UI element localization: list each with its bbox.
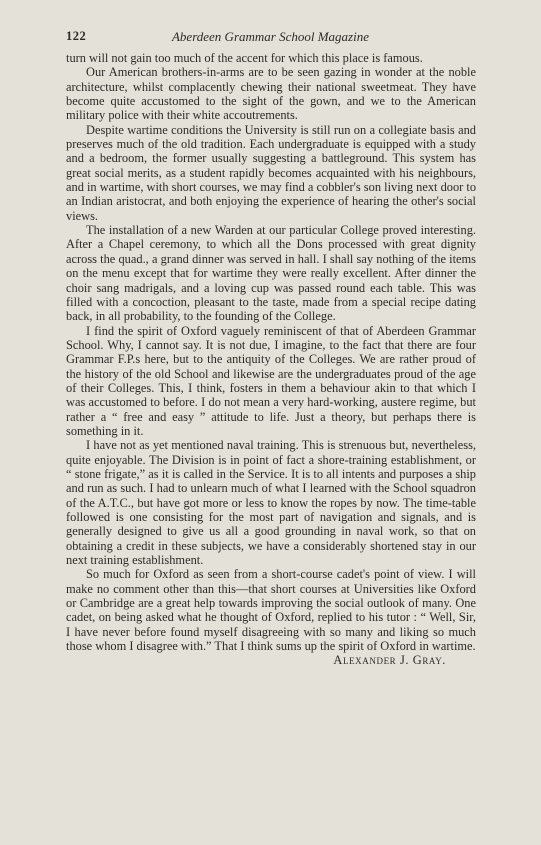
paragraph: The installation of a new Warden at our particular College proved interesting. After a Chapel ceremony, to which all the Dons processed with great dignity across the quad., a grand dinner was served in hall. I shall say nothing of the items on the menu except that for wartime they were really excellent. After dinner the choir sang madrigals, and a loving cup was passed round each table. This was filled with a concoction, pleasant to the taste, made from a special recipe dating back, in all probability, to the founding of the College. bbox=[66, 223, 476, 324]
final-paragraph bbox=[66, 567, 476, 668]
paragraph: I find the spirit of Oxford vaguely reminiscent of that of Aberdeen Grammar School. Why, I cannot say. It is not due, I imagine, to the fact that there are four Grammar F.P.s here, but to the antiquity of the Colleges. We are rather proud of the history of the old School and likewise are the undergraduates proud of the age of their Colleges. This, I think, fosters in them a behaviour akin to that which I was accustomed to before. I do not mean a very hard-working, austere regime, but rather a “ free and easy ” attitude to life. Just a theory, but perhaps there is something in it. bbox=[66, 323, 476, 438]
page-header bbox=[66, 29, 475, 47]
article-body bbox=[66, 51, 476, 668]
paragraph: Despite wartime conditions the University is still run on a collegiate basis and preserves much of the old tradition. Each undergraduate is equipped with a study and a bedroom, the former usually suggesting a battleground. This system has great social merits, as a student rapidly becomes acquainted with his neighbours, and in wartime, with short courses, we may find a cobbler's son living next door to an Indian aristocrat, and both enjoying the experience of hearing the other's social views. bbox=[66, 122, 477, 223]
paragraph: turn will not gain too much of the accent for which this place is famous. bbox=[66, 51, 423, 65]
page-number: 122 bbox=[66, 29, 87, 43]
paragraph-text: So much for Oxford as seen from a short-course cadet's point of view. I will make no comment other than this—that short courses at Universities like Oxford or Cambridge are a great help towards improving the social outlook of many. One cadet, on being asked what he thought of Oxford, replied to his tutor : “ Well, Sir, I have never before found myself disagreeing with so many and liking so much those whom I disagree with.” That I think sums up the spirit of Oxford in wartime. bbox=[66, 567, 476, 654]
paragraph: I have not as yet mentioned naval training. This is strenuous but, nevertheless, quite enjoyable. The Division is in point of fact a shore-training establishment, or “ stone frigate,” as it is called in the Service. It is to all intents and purposes a ship and run as such. I had to unlearn much of what I learned with the School squadron of the A.T.C., but have got more or less to know the ropes by now. The time-table followed is one consisting for the most part of navigation and signals, and is generally designed to give us all a good grounding in naval work, so that on obtaining a credit in these subjects, we have a considerably shortened stay in our next training establishment. bbox=[66, 438, 476, 568]
author-signature: Alexander J. Gray. bbox=[333, 653, 446, 668]
running-title: Aberdeen Grammar School Magazine bbox=[171, 29, 369, 44]
paragraph: Our American brothers-in-arms are to be seen gazing in wonder at the noble architecture, whilst complacently chewing their national sweetmeat. They have become quite accustomed to the sight of the gown, and we to the American military police with their white accoutrements. bbox=[66, 65, 476, 123]
